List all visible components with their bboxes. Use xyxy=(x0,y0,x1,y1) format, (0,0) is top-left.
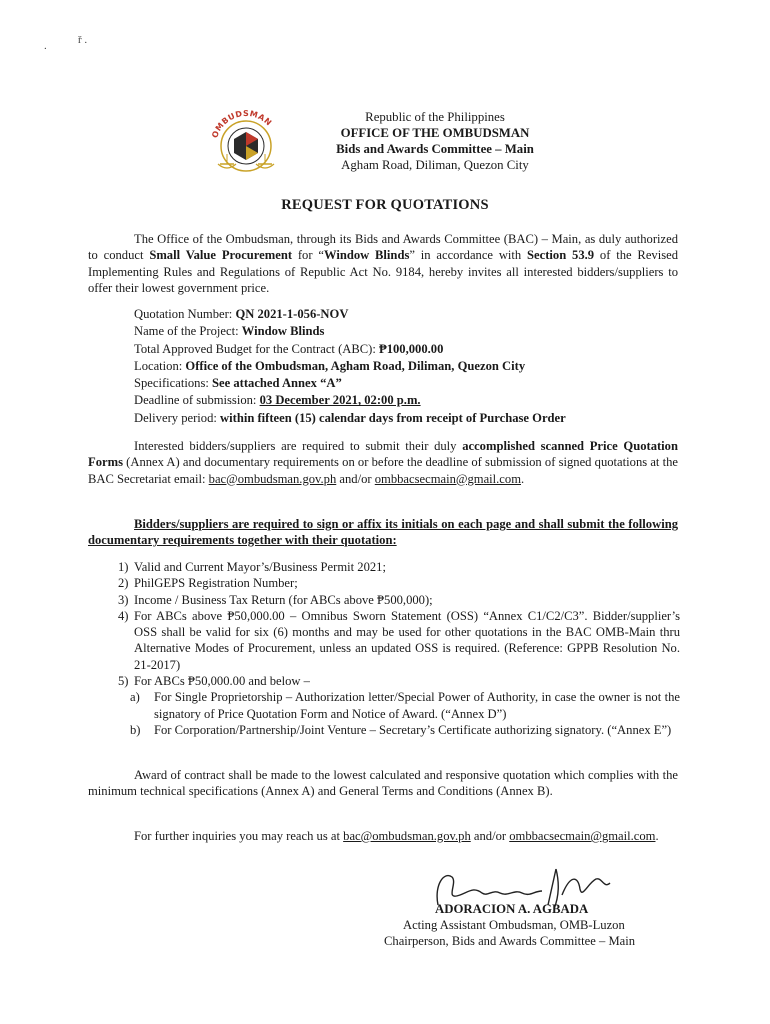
secretariat-email-link[interactable]: ombbacsecmain@gmail.com xyxy=(374,471,521,486)
letterhead-office: OFFICE OF THE OMBUDSMAN xyxy=(340,126,530,140)
quotation-details xyxy=(134,306,694,427)
submission-forms: accomplished scanned Price Quotation Forms xyxy=(88,439,678,470)
sub-list-item xyxy=(130,722,680,738)
deadline-value: 03 December 2021, 02:00 p.m. xyxy=(259,393,421,408)
svg-text:OMBUDSMAN: OMBUDSMAN xyxy=(210,108,274,140)
intro-section: Section 53.9 xyxy=(527,248,595,263)
list-number: 3) xyxy=(118,592,129,607)
detail-label: Quotation Number: xyxy=(134,307,236,321)
ombudsman-seal-icon xyxy=(206,104,286,184)
list-item xyxy=(118,608,680,673)
detail-row xyxy=(134,323,694,340)
requirements-list xyxy=(118,559,680,738)
letterhead-bac: Bids and Awards Committee – Main xyxy=(336,142,534,156)
submission-text-4: . xyxy=(521,471,525,486)
detail-label: Name of the Project: xyxy=(134,324,242,339)
letterhead xyxy=(300,109,570,173)
document-title: REQUEST FOR QUOTATIONS xyxy=(281,197,489,213)
inquiries-text-1: For further inquiries you may reach us at xyxy=(134,829,344,843)
intro-text-2: for “ xyxy=(292,248,324,263)
list-text: PhilGEPS Registration Number; xyxy=(134,576,298,591)
list-text: For ABCs ₱50,000.00 and below – xyxy=(134,674,310,689)
list-number: 4) xyxy=(118,608,129,623)
inquiries-secretariat-email-link[interactable]: ombbacsecmain@gmail.com xyxy=(509,829,656,843)
list-number: 5) xyxy=(118,674,129,689)
sub-list-text: For Single Proprietorship – Authorization letter/Special Power of Authority, in case the owner is not the signatory of Price Quotation Form and Notice of Award. (“Annex D”) xyxy=(154,690,680,721)
intro-project-name: Window Blinds xyxy=(323,248,410,263)
list-text: Valid and Current Mayor’s/Business Permit 2021; xyxy=(134,560,386,574)
submission-text-1: Interested bidders/suppliers are required to submit their duly xyxy=(134,439,463,453)
list-item xyxy=(118,575,680,591)
list-text: For ABCs above ₱50,000.00 – Omnibus Sworn Statement (OSS) “Annex C1/C2/C3”. Bidder/supplier’s OSS shall be valid for six (6) months and may be used for other quotations in the BAC OMB-Main thru Alternative Modes of Procurement, unless an updated OSS is required. (Reference: GPPB Resolution No. 21-2017) xyxy=(134,608,680,672)
inquiries-text-2: and/or xyxy=(470,829,510,843)
list-item xyxy=(118,592,680,608)
detail-label: Delivery period: xyxy=(134,410,221,425)
intro-paragraph xyxy=(88,231,678,296)
bac-email-link[interactable]: bac@ombudsman.gov.ph xyxy=(208,471,337,486)
letterhead-republic: Republic of the Philippines xyxy=(365,110,505,124)
detail-row xyxy=(134,375,694,392)
detail-value: Window Blinds xyxy=(241,324,325,339)
detail-value: See attached Annex “A” xyxy=(212,376,342,391)
inquiries-paragraph xyxy=(88,828,678,844)
intro-text-4: of the Revised Implementing Rules and Regulations of Republic Act No. 9184, hereby invites all interested bidders/suppliers to offer their lowest government price. xyxy=(88,248,679,295)
scan-dot: . xyxy=(44,40,47,52)
signatory-name: ADORACION A. AGBADA xyxy=(435,902,589,916)
sub-list-letter: a) xyxy=(130,690,140,705)
detail-label: Total Approved Budget for the Contract (ABC): xyxy=(134,341,379,356)
sub-list-letter: b) xyxy=(130,722,141,737)
list-number: 2) xyxy=(118,576,129,591)
detail-value: QN 2021-1-056-NOV xyxy=(235,307,349,321)
sub-list-item xyxy=(130,689,680,722)
submission-text-2: (Annex A) and documentary requirements on or before the deadline of submission of signed quotations at the BAC Secretariat email: xyxy=(88,455,678,486)
detail-row xyxy=(134,392,694,409)
intro-text-3: ” in accordance with xyxy=(409,248,528,263)
award-paragraph: Award of contract shall be made to the lowest calculated and responsive quotation which complies with the minimum technical specifications (Annex A) and General Terms and Conditions (Annex B). xyxy=(88,768,678,799)
inquiries-bac-email-link[interactable]: bac@ombudsman.gov.ph xyxy=(343,829,471,843)
inquiries-text-3: . xyxy=(655,829,659,843)
signatory-title-2: Chairperson, Bids and Awards Committee – Main xyxy=(384,934,636,948)
detail-value: Office of the Ombudsman, Agham Road, Diliman, Quezon City xyxy=(185,358,526,373)
detail-label: Location: xyxy=(134,358,186,373)
detail-row xyxy=(134,358,694,375)
intro-text-1: The Office of the Ombudsman, through its Bids and Awards Committee (BAC) – Main, as duly authorized to conduct xyxy=(88,232,678,263)
sub-list-text: For Corporation/Partnership/Joint Venture – Secretary’s Certificate authorizing signatory. (“Annex E”) xyxy=(154,722,672,737)
letterhead-address: Agham Road, Diliman, Quezon City xyxy=(341,158,529,172)
detail-row xyxy=(134,341,694,358)
detail-value: ₱100,000.00 xyxy=(379,341,444,356)
detail-row xyxy=(134,410,694,427)
detail-label: Specifications: xyxy=(134,376,212,391)
list-text: Income / Business Tax Return (for ABCs above ₱500,000); xyxy=(134,592,433,607)
detail-value: within fifteen (15) calendar days from receipt of Purchase Order xyxy=(220,410,566,425)
intro-procurement-mode: Small Value Procurement xyxy=(149,248,293,263)
submission-paragraph xyxy=(88,438,678,487)
list-item xyxy=(118,559,680,575)
requirements-heading: Bidders/suppliers are required to sign or affix its initials on each page and shall submit the following documentary requirements together with their quotation: xyxy=(88,517,678,548)
submission-text-3: and/or xyxy=(336,471,375,486)
list-item xyxy=(118,673,680,689)
list-number: 1) xyxy=(118,560,129,574)
detail-row xyxy=(134,306,694,323)
signatory-title-1: Acting Assistant Ombudsman, OMB-Luzon xyxy=(403,918,625,932)
detail-label: Deadline of submission: xyxy=(134,393,260,408)
scan-mark: ř . xyxy=(78,34,88,46)
